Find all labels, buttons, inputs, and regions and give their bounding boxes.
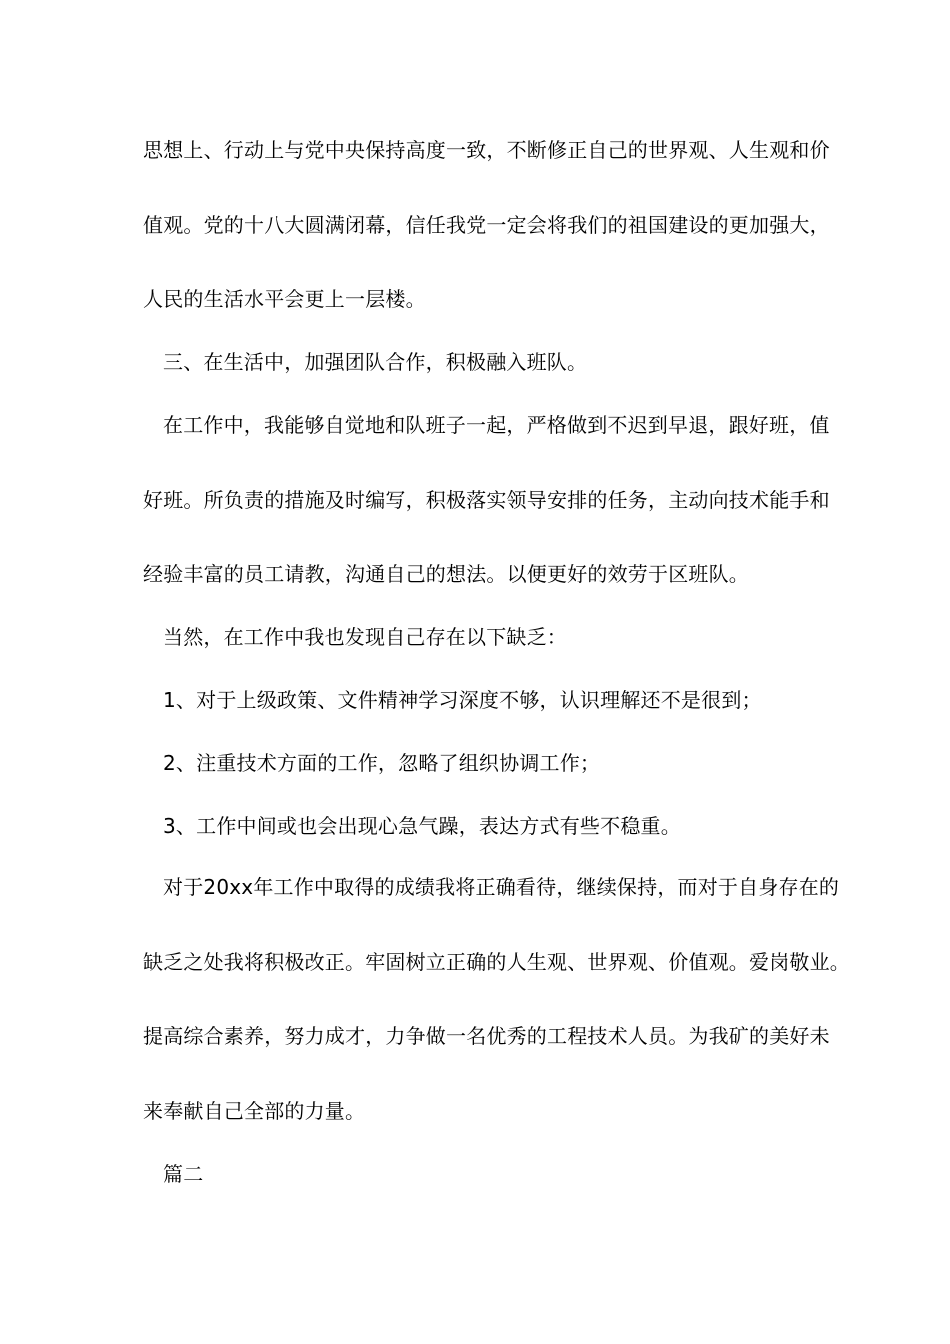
paragraph-line: 对于20xx年工作中取得的成绩我将正确看待，继续保持，而对于自身存在的 — [163, 875, 840, 899]
list-item: 1、对于上级政策、文件精神学习深度不够，认识理解还不是很到； — [163, 688, 762, 712]
paragraph-line: 人民的生活水平会更上一层楼。 — [143, 287, 426, 311]
section-heading: 篇二 — [163, 1162, 204, 1186]
section-heading: 三、在生活中，加强团队合作，积极融入班队。 — [163, 350, 588, 374]
paragraph-line: 经验丰富的员工请教，沟通自己的想法。以便更好的效劳于区班队。 — [143, 562, 749, 586]
paragraph-line: 当然，在工作中我也发现自己存在以下缺乏： — [163, 625, 567, 649]
paragraph-line: 在工作中，我能够自觉地和队班子一起，严格做到不迟到早退，跟好班，值 — [163, 413, 830, 437]
paragraph-line: 好班。所负责的措施及时编写，积极落实领导安排的任务，主动向技术能手和 — [143, 488, 830, 512]
paragraph-line: 值观。党的十八大圆满闭幕，信任我党一定会将我们的祖国建设的更加强大， — [143, 213, 830, 237]
paragraph-line: 来奉献自己全部的力量。 — [143, 1099, 366, 1123]
paragraph-line: 缺乏之处我将积极改正。牢固树立正确的人生观、世界观、价值观。爱岗敬业。 — [143, 950, 850, 974]
list-item: 3、工作中间或也会出现心急气躁，表达方式有些不稳重。 — [163, 814, 681, 838]
paragraph-line: 提高综合素养，努力成才，力争做一名优秀的工程技术人员。为我矿的美好未 — [143, 1024, 830, 1048]
list-item: 2、注重技术方面的工作，忽略了组织协调工作； — [163, 751, 601, 775]
paragraph-line: 思想上、行动上与党中央保持高度一致，不断修正自己的世界观、人生观和价 — [143, 138, 830, 162]
